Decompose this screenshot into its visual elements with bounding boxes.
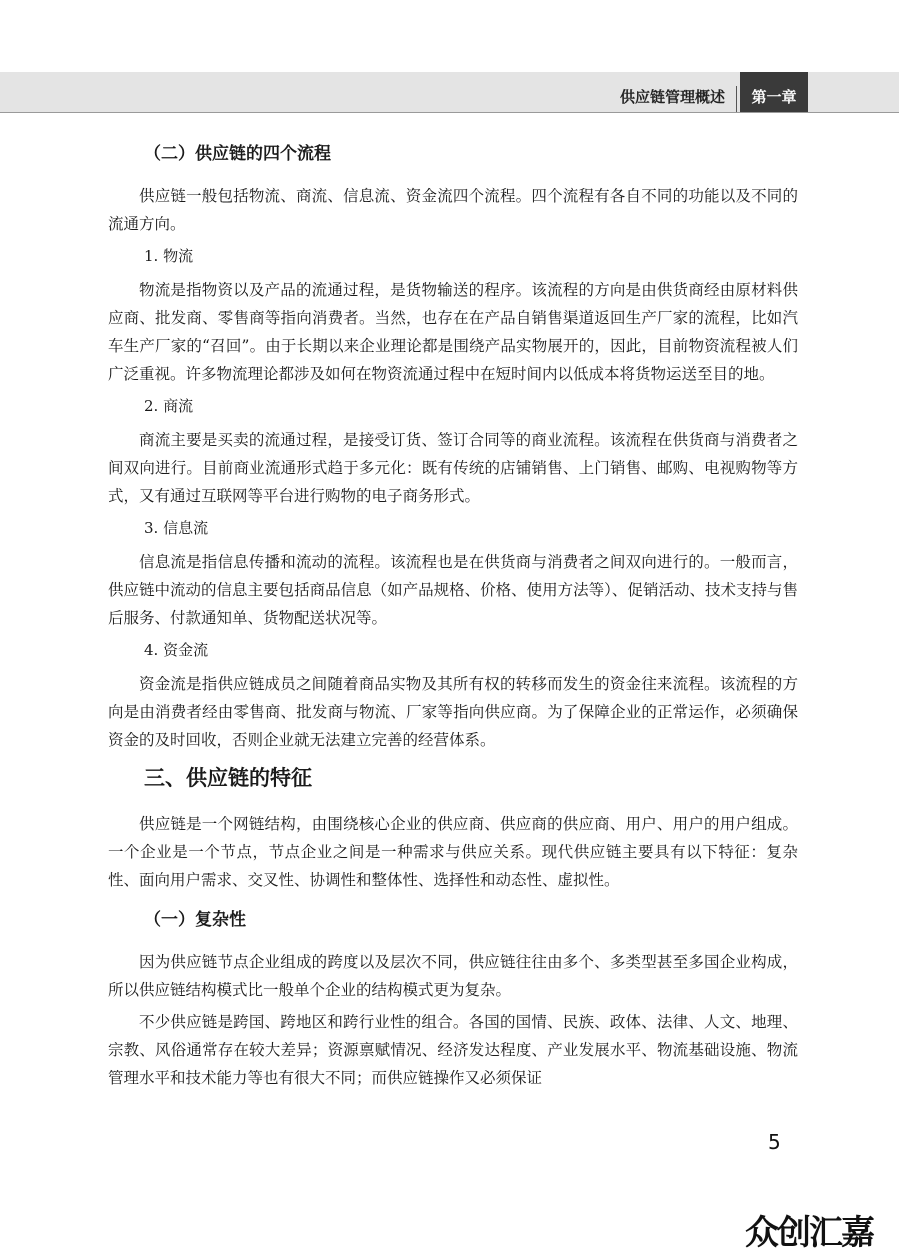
flow-text-capital: 资金流是指供应链成员之间随着商品实物及其所有权的转移而发生的资金往来流程。该流程的方向是由消费者经由零售商、批发商与物流、厂家等指向供应商。为了保障企业的正常运作，必须确保资金的及时回收，否则企业就无法建立完善的经营体系。 (108, 675, 798, 749)
flow-label-capital: 4. 资金流 (144, 641, 209, 659)
complexity-paragraph: 不少供应链是跨国、跨地区和跨行业性的组合。各国的国情、民族、政体、法律、人文、地理、宗教、风俗通常存在较大差异；资源禀赋情况、经济发达程度、产业发展水平、物流基础设施、物流管理水平和技术能力等也有很大不同；而供应链操作又必须保证 (108, 1013, 798, 1087)
flow-text-logistics: 物流是指物资以及产品的流通过程，是货物输送的程序。该流程的方向是由供货商经由原材料供应商、批发商、零售商等指向消费者。当然，也存在在产品自销售渠道返回生产厂家的流程，比如汽车生产厂家的“召回”。由于长期以来企业理论都是围绕产品实物展开的，因此，目前物资流程被人们广泛重视。许多物流理论都涉及如何在物资流通过程中在短时间内以低成本将货物运送至目的地。 (108, 281, 798, 383)
chapter-tab: 第一章 (740, 72, 808, 112)
flow-text-information: 信息流是指信息传播和流动的流程。该流程也是在供货商与消费者之间双向进行的。一般而言，供应链中流动的信息主要包括商品信息（如产品规格、价格、使用方法等）、促销活动、技术支持与售后服务、付款通知单、货物配送状况等。 (108, 553, 798, 627)
section-heading-four-flows: （二）供应链的四个流程 (144, 144, 331, 164)
watermark-logo: 众创汇嘉 (745, 1213, 873, 1253)
section-intro-paragraph: 供应链一般包括物流、商流、信息流、资金流四个流程。四个流程有各自不同的功能以及不同的流通方向。 (108, 187, 798, 233)
page-number: 5 (768, 1130, 781, 1154)
section-heading-characteristics: 三、供应链的特征 (144, 766, 312, 790)
flow-label-commerce: 2. 商流 (144, 397, 194, 415)
header-divider (736, 86, 737, 112)
characteristics-intro-paragraph: 供应链是一个网链结构，由围绕核心企业的供应商、供应商的供应商、用户、用户的用户组成。一个企业是一个节点，节点企业之间是一种需求与供应关系。现代供应链主要具有以下特征：复杂性、面向用户需求、交叉性、协调性和整体性、选择性和动态性、虚拟性。 (108, 815, 798, 889)
complexity-paragraph: 因为供应链节点企业组成的跨度以及层次不同，供应链往往由多个、多类型甚至多国企业构成，所以供应链结构模式比一般单个企业的结构模式更为复杂。 (108, 953, 798, 999)
flow-label-information: 3. 信息流 (144, 519, 209, 537)
running-header-title: 供应链管理概述 (620, 88, 726, 106)
subsection-heading-complexity: （一）复杂性 (144, 910, 246, 930)
flow-label-logistics: 1. 物流 (144, 247, 194, 265)
page-content (108, 140, 798, 1096)
flow-text-commerce: 商流主要是买卖的流通过程，是接受订货、签订合同等的商业流程。该流程在供货商与消费者之间双向进行。目前商业流通形式趋于多元化：既有传统的店铺销售、上门销售、邮购、电视购物等方式，又有通过互联网等平台进行购物的电子商务形式。 (108, 431, 798, 505)
